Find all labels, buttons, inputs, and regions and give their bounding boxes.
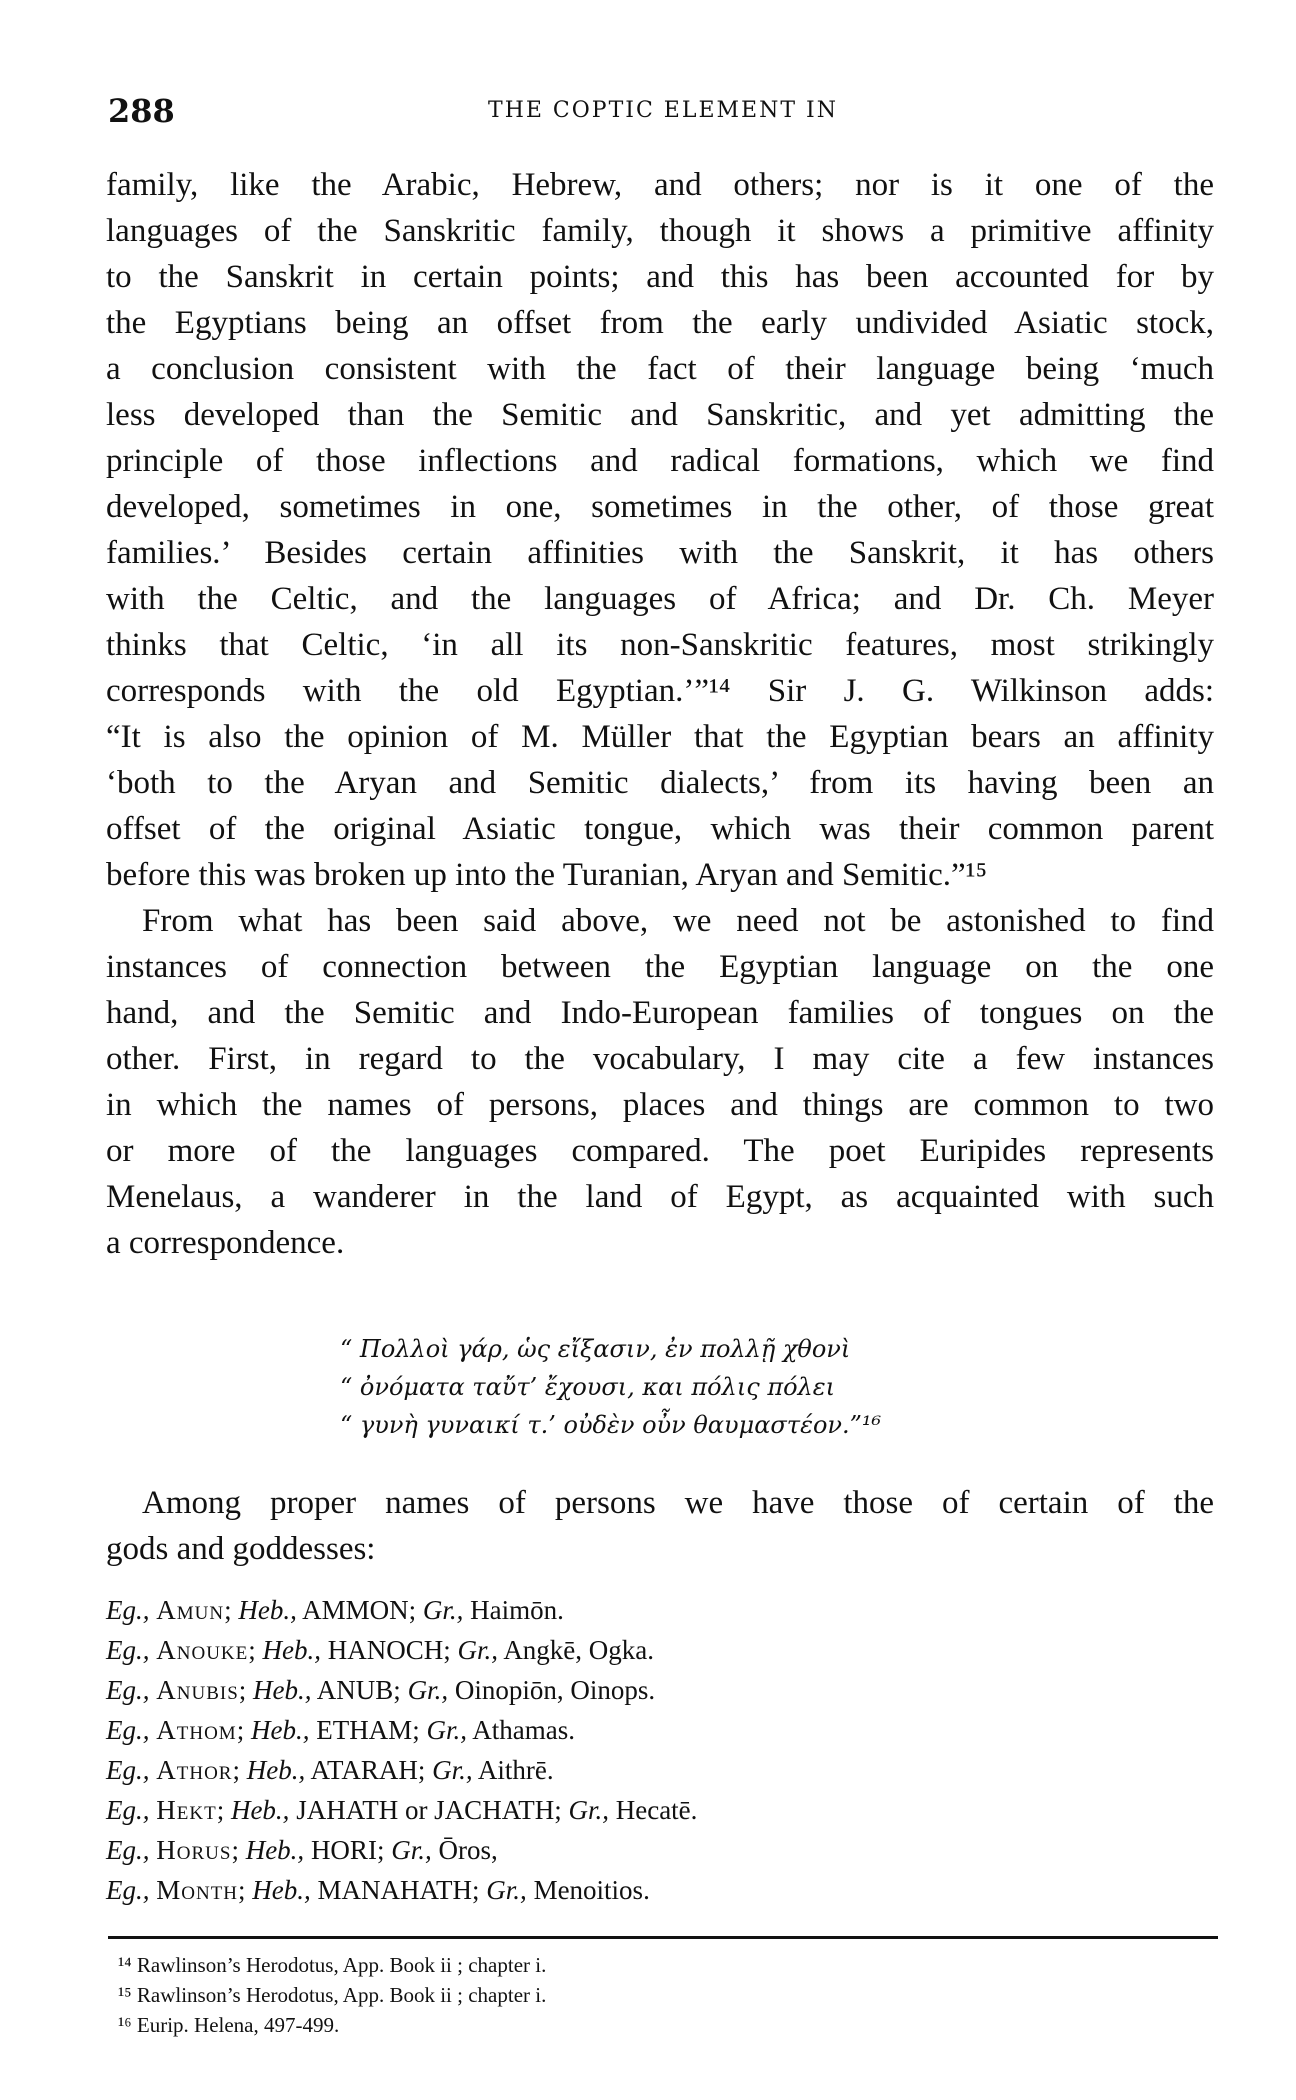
gr-label: Gr.,: [422, 1595, 464, 1625]
heb-label: Heb.,: [253, 1675, 312, 1705]
eg-name: Amun: [156, 1595, 225, 1625]
heb-label: Heb.,: [250, 1715, 310, 1745]
footnote: ¹⁶ Eurip. Helena, 497-499.: [118, 2013, 340, 2037]
gr-label: Gr.,: [426, 1715, 467, 1745]
text-line: developed, sometimes in one, sometimes in the other, of those great: [106, 489, 1214, 525]
quote-line: “ ὀνόματα ταὔτ’ ἔχουσι, και πόλις πόλει: [340, 1373, 836, 1401]
eg-label: Eg.,: [106, 1755, 150, 1785]
text-line: “It is also the opinion of M. Müller that the Egyptian bears an affinity: [106, 719, 1214, 755]
heb-label: Heb.,: [262, 1635, 321, 1665]
heb-label: Heb.,: [230, 1795, 290, 1825]
eg-name: Hekt: [156, 1795, 217, 1825]
name-row: Eg., Horus; Heb., HORI; Gr., Ōros,: [106, 1835, 498, 1865]
text-line: languages of the Sanskritic family, though it shows a primitive affinity: [106, 213, 1214, 249]
running-head: THE COPTIC ELEMENT IN: [488, 98, 838, 123]
text-line: From what has been said above, we need not be astonished to find: [142, 903, 1214, 939]
heb-label: Heb.,: [246, 1755, 306, 1785]
gr-name: Aithrē.: [477, 1755, 554, 1785]
heb-name: JAHATH or JACHATH: [296, 1795, 555, 1825]
name-row: Eg., Amun; Heb., AMMON; Gr., Haimōn.: [106, 1595, 564, 1625]
text-line: principle of those inflections and radical formations, which we find: [106, 443, 1214, 479]
name-row: Eg., Athom; Heb., ETHAM; Gr., Athamas.: [106, 1715, 575, 1745]
gr-name: Ōros,: [438, 1835, 498, 1865]
footnote: ¹⁵ Rawlinson’s Herodotus, App. Book ii ; chapter i.: [118, 1983, 547, 2007]
eg-label: Eg.,: [106, 1875, 150, 1905]
heb-name: ATARAH: [310, 1755, 418, 1785]
eg-name: Horus: [156, 1835, 232, 1865]
body-text: [106, 162, 1214, 1266]
name-row: Eg., Anubis; Heb., ANUB; Gr., Oinopiōn, Oinops.: [106, 1675, 656, 1705]
page-number: 288: [108, 92, 175, 130]
gr-label: Gr.,: [486, 1875, 527, 1905]
names-intro: [106, 1480, 1214, 1572]
eg-name: Month: [156, 1875, 239, 1905]
heb-label: Heb.,: [245, 1835, 305, 1865]
text-line: other. First, in regard to the vocabulary, I may cite a few instances: [106, 1041, 1214, 1077]
heb-name: ANUB: [316, 1675, 394, 1705]
gr-label: Gr.,: [457, 1635, 499, 1665]
text-line: offset of the original Asiatic tongue, which was their common parent: [106, 811, 1214, 847]
text-line: ‘both to the Aryan and Semitic dialects,’ from its having been an: [106, 765, 1214, 801]
proper-names-list: [106, 1590, 1106, 1910]
eg-name: Anouke: [156, 1635, 249, 1665]
text-line: less developed than the Semitic and Sanskritic, and yet admitting the: [106, 397, 1214, 433]
eg-label: Eg.,: [106, 1715, 150, 1745]
gr-name: Oinopiōn, Oinops.: [454, 1675, 656, 1705]
eg-label: Eg.,: [106, 1595, 150, 1625]
text-line: a correspondence.: [106, 1225, 345, 1261]
text-line: or more of the languages compared. The poet Euripides represents: [106, 1133, 1214, 1169]
text-line: with the Celtic, and the languages of Africa; and Dr. Ch. Meyer: [106, 581, 1214, 617]
gr-label: Gr.,: [407, 1675, 449, 1705]
heb-label: Heb.,: [252, 1875, 311, 1905]
gr-name: Hecatē.: [615, 1795, 698, 1825]
footnote-rule: [108, 1936, 1218, 1939]
eg-name: Athor: [156, 1755, 233, 1785]
text-line: the Egyptians being an offset from the early undivided Asiatic stock,: [106, 305, 1214, 341]
gr-name: Haimōn.: [470, 1595, 564, 1625]
eg-label: Eg.,: [106, 1795, 150, 1825]
text-line: families.’ Besides certain affinities with the Sanskrit, it has others: [106, 535, 1214, 571]
heb-label: Heb.,: [238, 1595, 297, 1625]
name-row: Eg., Hekt; Heb., JAHATH or JACHATH; Gr., Hecatē.: [106, 1795, 698, 1825]
gr-name: Menoitios.: [533, 1875, 650, 1905]
heb-name: HANOCH: [327, 1635, 444, 1665]
text-line: Menelaus, a wanderer in the land of Egypt, as acquainted with such: [106, 1179, 1214, 1215]
footnotes: [118, 1950, 1018, 2040]
text-line: before this was broken up into the Turanian, Aryan and Semitic.”¹⁵: [106, 857, 988, 893]
text-line: to the Sanskrit in certain points; and this has been accounted for by: [106, 259, 1214, 295]
quote-line: “ Πολλοὶ γάρ, ὡς εἴξασιν, ἐν πολλῇ χθονὶ: [340, 1335, 851, 1363]
eg-label: Eg.,: [106, 1635, 150, 1665]
gr-label: Gr.,: [432, 1755, 473, 1785]
text-line: instances of connection between the Egyptian language on the one: [106, 949, 1214, 985]
footnote: ¹⁴ Rawlinson’s Herodotus, App. Book ii ; chapter i.: [118, 1953, 547, 1977]
text-line: hand, and the Semitic and Indo-European families of tongues on the: [106, 995, 1214, 1031]
eg-label: Eg.,: [106, 1835, 150, 1865]
gr-name: Angkē, Ogka.: [503, 1635, 655, 1665]
text-line: Among proper names of persons we have those of certain of the: [142, 1485, 1214, 1521]
text-line: corresponds with the old Egyptian.’”¹⁴ Sir J. G. Wilkinson adds:: [106, 673, 1214, 709]
name-row: Eg., Athor; Heb., ATARAH; Gr., Aithrē.: [106, 1755, 554, 1785]
gr-label: Gr.,: [568, 1795, 609, 1825]
name-row: Eg., Month; Heb., MANAHATH; Gr., Menoitios.: [106, 1875, 650, 1905]
heb-name: MANAHATH: [317, 1875, 473, 1905]
text-line: a conclusion consistent with the fact of their language being ‘much: [106, 351, 1214, 387]
heb-name: HORI: [310, 1835, 377, 1865]
eg-label: Eg.,: [106, 1675, 150, 1705]
text-line: thinks that Celtic, ‘in all its non-Sanskritic features, most strikingly: [106, 627, 1214, 663]
eg-name: Athom: [156, 1715, 237, 1745]
quote-line: “ γυνὴ γυναικί τ.’ οὐδὲν οὖν θαυμαστέον.”¹⁶: [340, 1411, 882, 1439]
text-line: family, like the Arabic, Hebrew, and others; nor is it one of the: [106, 167, 1214, 203]
page-header: [108, 92, 1218, 132]
eg-name: Anubis: [156, 1675, 239, 1705]
heb-name: ETHAM: [316, 1715, 413, 1745]
heb-name: AMMON: [302, 1595, 409, 1625]
gr-name: Athamas.: [472, 1715, 575, 1745]
text-line: in which the names of persons, places and things are common to two: [106, 1087, 1214, 1123]
text-line: gods and goddesses:: [106, 1531, 376, 1567]
name-row: Eg., Anouke; Heb., HANOCH; Gr., Angkē, Ogka.: [106, 1635, 655, 1665]
greek-quotation: [340, 1330, 1040, 1444]
gr-label: Gr.,: [391, 1835, 432, 1865]
